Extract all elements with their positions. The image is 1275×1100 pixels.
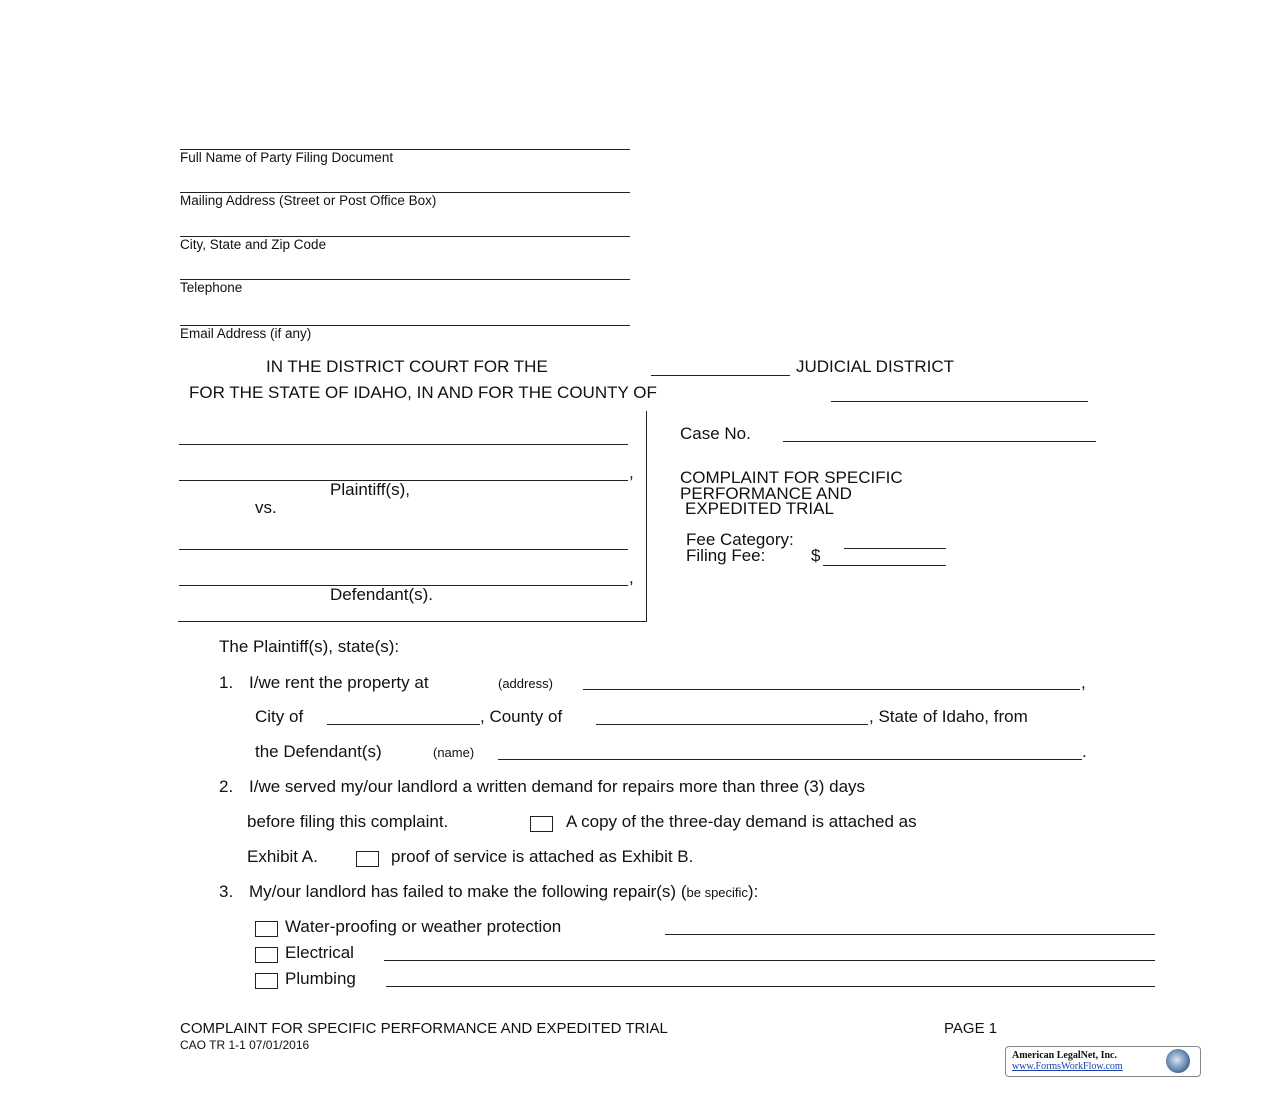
defendant-text: the Defendant(s) [255,742,382,761]
demand-attached-checkbox[interactable] [530,816,553,832]
full-name-field[interactable] [180,131,630,150]
vs-label: vs. [255,498,277,517]
p2-text-d: Exhibit A. [247,847,318,866]
telephone-label: Telephone [180,280,243,295]
court-heading-2: FOR THE STATE OF IDAHO, IN AND FOR THE COUNTY OF [189,383,657,402]
court-heading-1b: JUDICIAL DISTRICT [796,357,955,376]
p2-text-b: before filing this complaint. [247,812,449,831]
address-field[interactable] [583,671,1080,690]
item-number: 1. [219,673,234,692]
court-heading-1: IN THE DISTRICT COURT FOR THE [266,357,548,376]
p3-text [249,882,758,902]
item-number: 2. [219,777,234,796]
property-county-field[interactable] [596,706,868,725]
comma: , [1081,673,1086,692]
doc-title-1: COMPLAINT FOR SPECIFIC [680,468,903,487]
caption-bottom-rule [178,621,647,622]
plaintiff-name-field-2[interactable] [179,462,628,481]
defendant-label: Defendant(s). [330,585,433,604]
name-hint: (name) [433,745,475,760]
city-state-zip-field[interactable] [180,218,630,237]
water-proofing-checkbox[interactable] [255,921,278,937]
electrical-checkbox[interactable] [255,947,278,963]
judicial-district-field[interactable] [651,357,790,376]
logo-url[interactable]: www.FormsWorkFlow.com [1012,1061,1123,1072]
address-hint: (address) [498,676,553,691]
email-field[interactable] [180,307,630,326]
city-state-zip-label: City, State and Zip Code [180,237,327,252]
defendant-name-field-1[interactable] [179,531,628,550]
be-specific-hint: be specific [686,885,748,900]
plaintiff-label: Plaintiff(s), [330,480,410,499]
defendant-name-field[interactable] [498,741,1082,760]
repair-label: Water-proofing or weather protection [285,917,562,936]
proof-of-service-checkbox[interactable] [356,851,379,867]
repair-label: Electrical [285,943,354,962]
defendant-name-field-2[interactable] [179,567,628,586]
fee-category-label: Fee Category: [686,530,794,549]
state-label: , State of Idaho, from [869,707,1028,726]
caption-divider [646,411,647,621]
p2-text-c: A copy of the three-day demand is attached as [566,812,917,831]
globe-icon [1166,1049,1190,1073]
plaintiff-name-field-1[interactable] [179,426,628,445]
county-label: , County of [480,707,563,726]
p1-text: I/we rent the property at [249,673,429,692]
intro-text: The Plaintiff(s), state(s): [219,637,400,656]
doc-title-3: EXPEDITED TRIAL [685,499,834,518]
city-field[interactable] [327,706,480,725]
email-label: Email Address (if any) [180,326,312,341]
case-no-label: Case No. [680,424,751,443]
mailing-address-label: Mailing Address (Street or Post Office Box) [180,193,437,208]
full-name-label: Full Name of Party Filing Document [180,150,394,165]
case-no-field[interactable] [783,423,1096,442]
logo-name: American LegalNet, Inc. [1012,1050,1117,1061]
filing-fee-label: Filing Fee: [686,546,766,565]
dollar-sign: $ [811,546,821,565]
footer-title: COMPLAINT FOR SPECIFIC PERFORMANCE AND EXPEDITED TRIAL [180,1020,668,1037]
page-number: PAGE 1 [944,1020,998,1037]
comma: , [629,568,634,587]
item-number: 3. [219,882,234,901]
american-legalnet-logo[interactable] [1005,1046,1201,1077]
p3-text-main: My/our landlord has failed to make the following repair(s) [249,882,677,901]
county-field[interactable] [831,383,1088,402]
water-proofing-field[interactable] [665,916,1155,935]
filing-fee-field[interactable] [823,547,946,566]
p2-text-e: proof of service is attached as Exhibit B. [391,847,694,866]
plumbing-field[interactable] [386,968,1155,987]
period: . [1082,742,1087,761]
city-label: City of [255,707,304,726]
plumbing-checkbox[interactable] [255,973,278,989]
paren: ( [680,882,687,901]
electrical-field[interactable] [384,942,1155,961]
telephone-field[interactable] [180,261,630,280]
comma: , [629,463,634,482]
mailing-address-field[interactable] [180,174,630,193]
p2-text: I/we served my/our landlord a written demand for repairs more than three (3) days [249,777,866,796]
repair-label: Plumbing [285,969,356,988]
doc-title-2: PERFORMANCE AND [680,484,852,503]
paren: ): [747,882,759,901]
form-id: CAO TR 1-1 07/01/2016 [180,1038,310,1052]
